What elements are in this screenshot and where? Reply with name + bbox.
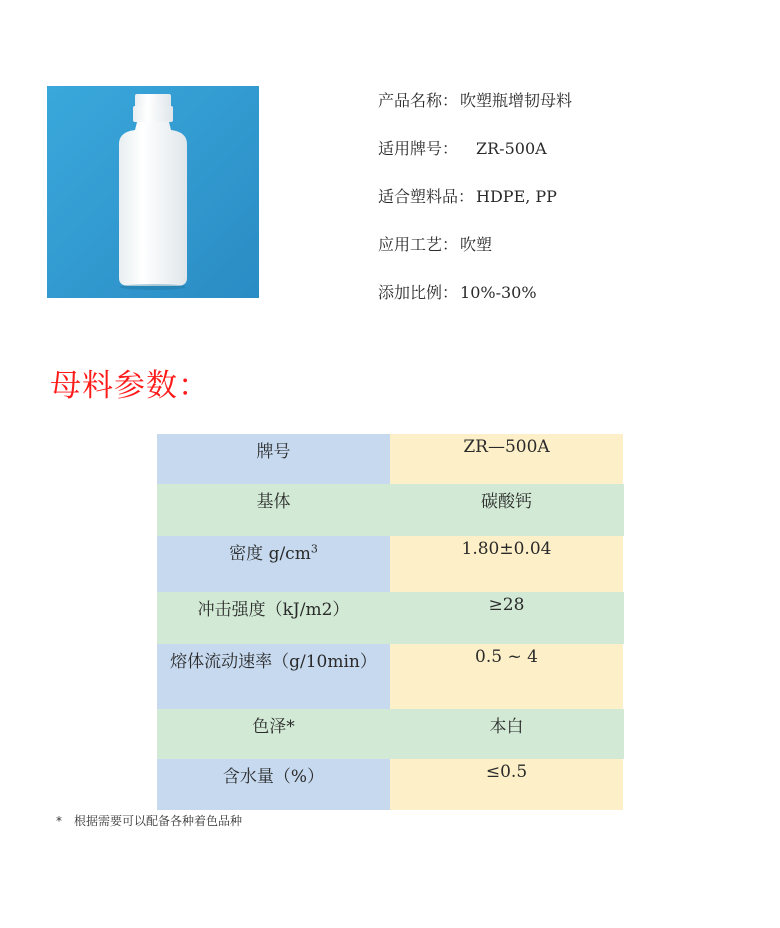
param-label: 色泽*: [252, 717, 295, 737]
param-value: 本白: [489, 717, 524, 737]
info-product-name: [378, 85, 572, 133]
info-label: 添加比例：: [378, 283, 459, 302]
info-label: 应用工艺：: [378, 235, 459, 254]
product-info: [378, 85, 572, 325]
param-label: 冲击强度（kJ/m2）: [197, 600, 350, 620]
table-row: [157, 484, 624, 536]
info-value: 吹塑瓶增韧母料: [460, 91, 573, 110]
table-row: [157, 709, 624, 759]
info-value: 10%-30%: [460, 283, 537, 302]
param-label: 熔体流动速率（g/10min）: [157, 644, 390, 709]
info-label: 适用牌号：: [378, 139, 459, 158]
param-label-sup: 3: [310, 542, 318, 556]
info-grade: [378, 133, 572, 181]
param-value: 0.5 ~ 4: [390, 644, 623, 709]
param-value: ≤0.5: [390, 759, 623, 810]
info-label: 适合塑料品：: [378, 187, 475, 206]
param-label-text: 密度 g/cm: [229, 544, 311, 564]
info-process: [378, 229, 572, 277]
table-row: [157, 592, 624, 644]
param-label: 含水量（%）: [157, 759, 390, 810]
table-row: [157, 759, 624, 810]
product-photo: [47, 86, 259, 298]
info-plastics: [378, 181, 572, 229]
footnote-text: 根据需要可以配备各种着色品种: [74, 814, 243, 828]
param-value: 1.80±0.04: [390, 536, 623, 592]
param-value: ZR—500A: [390, 434, 623, 484]
info-label: 产品名称：: [378, 91, 459, 110]
params-table: [157, 434, 624, 810]
param-value: ≥28: [488, 595, 525, 615]
table-row: [157, 644, 624, 709]
footnote: [56, 812, 242, 829]
param-value: 碳酸钙: [481, 492, 532, 512]
table-row: [157, 434, 624, 484]
info-value: 吹塑: [460, 235, 493, 254]
param-label: 基体: [256, 492, 291, 512]
bottle-image: [47, 86, 259, 298]
info-ratio: [378, 277, 572, 325]
info-value: HDPE, PP: [476, 187, 557, 206]
info-value: ZR-500A: [476, 139, 547, 158]
param-label: [157, 536, 390, 592]
section-title: 母料参数：: [50, 368, 210, 404]
footnote-mark: *: [56, 814, 62, 828]
table-row: [157, 536, 624, 592]
param-label: 牌号: [157, 434, 390, 484]
